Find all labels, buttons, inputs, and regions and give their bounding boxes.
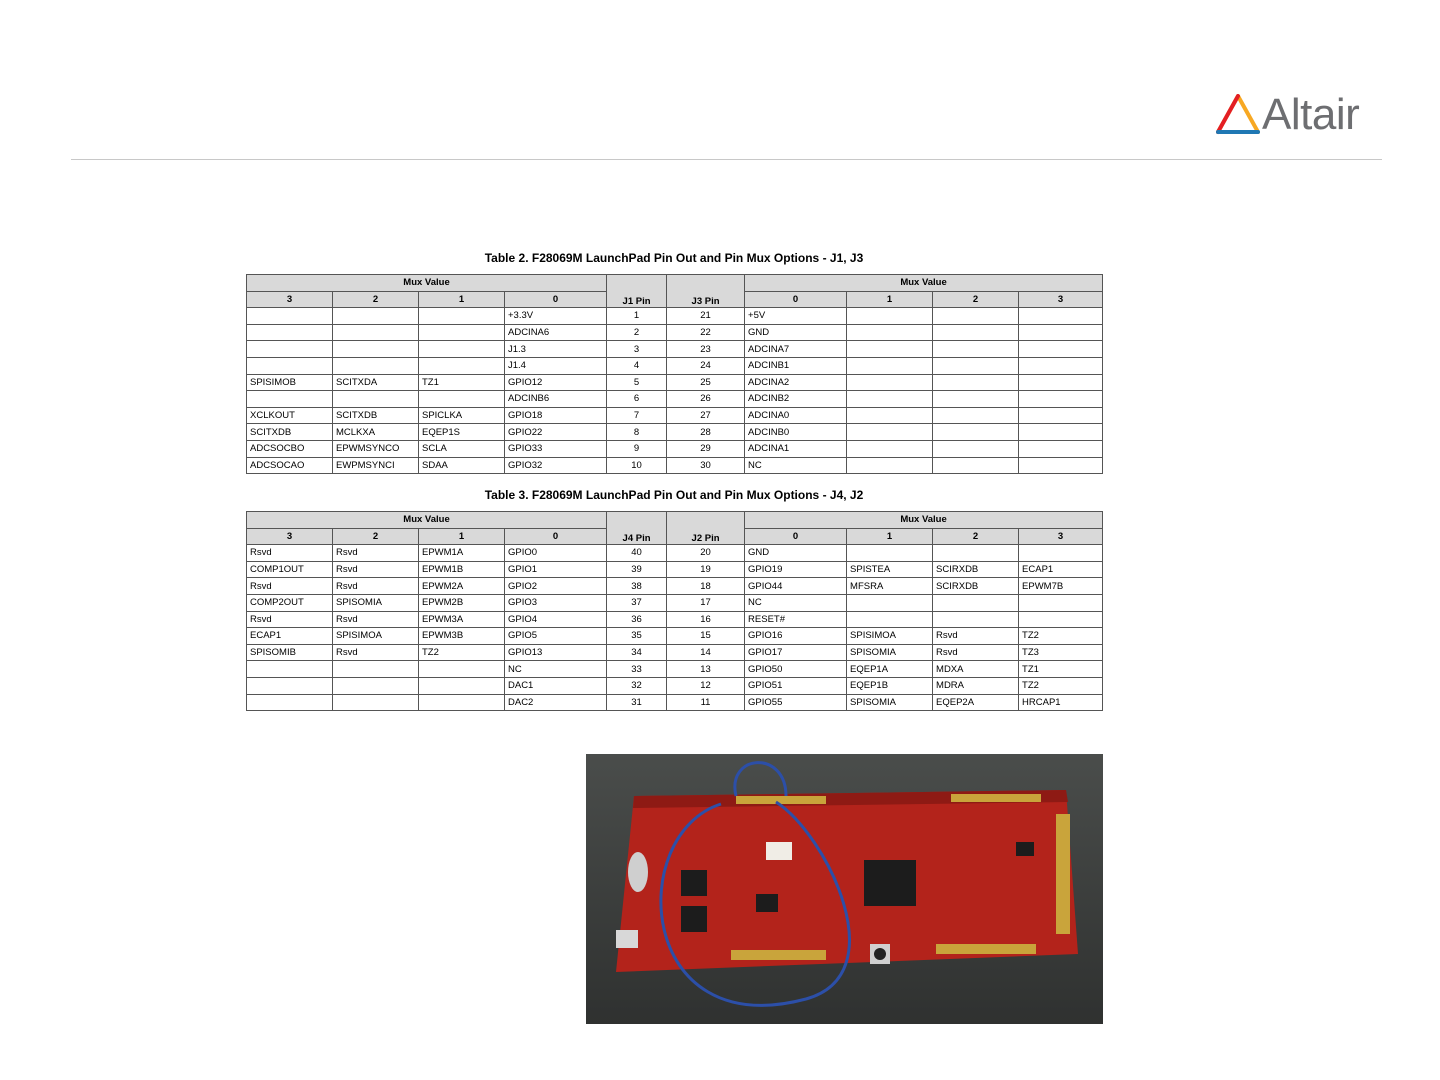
table-cell-l0: GPIO2 — [505, 578, 607, 595]
table-row — [247, 611, 1103, 628]
table-cell-l2 — [333, 661, 419, 678]
table-row — [247, 644, 1103, 661]
table-cell-r2: EQEP2A — [933, 694, 1019, 711]
table3-col-header: 3 — [247, 528, 333, 545]
table-row — [247, 457, 1103, 474]
table2-col-header: 0 — [745, 291, 847, 308]
table-cell-l1: EPWM1B — [419, 561, 505, 578]
table-cell-l2: SPISIMOA — [333, 628, 419, 645]
table-cell-l0: ADCINB6 — [505, 391, 607, 408]
table-cell-r0: GPIO44 — [745, 578, 847, 595]
table-cell-p2: 14 — [667, 644, 745, 661]
table-cell-p1: 32 — [607, 677, 667, 694]
table-cell-l2: EPWMSYNCO — [333, 440, 419, 457]
table-cell-l3: ECAP1 — [247, 628, 333, 645]
table-row — [247, 694, 1103, 711]
table-cell-l2: SCITXDB — [333, 407, 419, 424]
table2-body — [247, 308, 1103, 474]
table-cell-p2: 22 — [667, 324, 745, 341]
table-cell-r3: ECAP1 — [1019, 561, 1103, 578]
table-cell-l1 — [419, 357, 505, 374]
table-cell-r3 — [1019, 391, 1103, 408]
table-cell-l1: SPICLKA — [419, 407, 505, 424]
table-cell-p2: 12 — [667, 677, 745, 694]
table-cell-r0: ADCINB0 — [745, 424, 847, 441]
table-cell-r2 — [933, 374, 1019, 391]
table-cell-l3 — [247, 308, 333, 325]
table-cell-r0: GPIO17 — [745, 644, 847, 661]
table-cell-l3 — [247, 661, 333, 678]
table-cell-r1: SPISOMIA — [847, 694, 933, 711]
table-cell-r0: NC — [745, 457, 847, 474]
altair-triangle-icon — [1216, 94, 1260, 136]
table-cell-l0: GPIO22 — [505, 424, 607, 441]
table-cell-l1 — [419, 324, 505, 341]
launchpad-board-photo — [586, 754, 1103, 1024]
table-cell-r3: TZ1 — [1019, 661, 1103, 678]
table-cell-r1 — [847, 440, 933, 457]
table-cell-l1: EPWM2A — [419, 578, 505, 595]
table-cell-p2: 13 — [667, 661, 745, 678]
table-row — [247, 545, 1103, 562]
table-cell-r0: GPIO55 — [745, 694, 847, 711]
table3-pin-header-2: J2 Pin — [667, 512, 745, 545]
table2-col-header: 2 — [333, 291, 419, 308]
table-cell-r1 — [847, 407, 933, 424]
table-cell-r2 — [933, 440, 1019, 457]
table-cell-r1 — [847, 374, 933, 391]
table-cell-l0: GPIO0 — [505, 545, 607, 562]
table-cell-p2: 26 — [667, 391, 745, 408]
table-cell-l3: ADCSOCBO — [247, 440, 333, 457]
table-cell-r1 — [847, 424, 933, 441]
table-cell-l1 — [419, 661, 505, 678]
table-cell-l2: SCITXDA — [333, 374, 419, 391]
table-cell-l0: GPIO1 — [505, 561, 607, 578]
table-cell-p1: 4 — [607, 357, 667, 374]
table-cell-r2 — [933, 357, 1019, 374]
table-cell-r3 — [1019, 324, 1103, 341]
table-cell-l1: TZ2 — [419, 644, 505, 661]
table-cell-r0: ADCINA1 — [745, 440, 847, 457]
table-cell-r0: GPIO51 — [745, 677, 847, 694]
table-cell-l0: DAC1 — [505, 677, 607, 694]
header-divider — [71, 159, 1382, 160]
table-cell-r0: NC — [745, 594, 847, 611]
table-cell-l2 — [333, 694, 419, 711]
table-cell-r2: Rsvd — [933, 644, 1019, 661]
table-cell-r1: EQEP1B — [847, 677, 933, 694]
table-cell-l1: TZ1 — [419, 374, 505, 391]
table-cell-p1: 5 — [607, 374, 667, 391]
table-cell-r3 — [1019, 424, 1103, 441]
table-cell-l2 — [333, 677, 419, 694]
table-cell-r3 — [1019, 308, 1103, 325]
table-cell-l1 — [419, 694, 505, 711]
table2-title: Table 2. F28069M LaunchPad Pin Out and Pin Mux Options - J1, J3 — [484, 251, 864, 265]
table-cell-l2: Rsvd — [333, 545, 419, 562]
table2-left-group-header: Mux Value — [247, 275, 607, 292]
table2-pin-header-1: J1 Pin — [607, 275, 667, 308]
table-cell-r2 — [933, 545, 1019, 562]
table-cell-l0: GPIO33 — [505, 440, 607, 457]
table-cell-l0: GPIO3 — [505, 594, 607, 611]
table-cell-r0: GND — [745, 324, 847, 341]
table-cell-l3 — [247, 391, 333, 408]
table-cell-p1: 40 — [607, 545, 667, 562]
table-cell-p1: 3 — [607, 341, 667, 358]
table-cell-r0: ADCINB2 — [745, 391, 847, 408]
table-cell-l1: EPWM3A — [419, 611, 505, 628]
table-cell-l0: GPIO4 — [505, 611, 607, 628]
table-cell-p1: 36 — [607, 611, 667, 628]
table-cell-l2: Rsvd — [333, 644, 419, 661]
table-cell-r1: EQEP1A — [847, 661, 933, 678]
table-cell-l3 — [247, 677, 333, 694]
table-cell-l1: EQEP1S — [419, 424, 505, 441]
table-cell-r0: GPIO16 — [745, 628, 847, 645]
table2-col-header: 1 — [847, 291, 933, 308]
table-row — [247, 628, 1103, 645]
table-cell-p2: 17 — [667, 594, 745, 611]
table-cell-l2 — [333, 357, 419, 374]
table-cell-l2: SPISOMIA — [333, 594, 419, 611]
table-row — [247, 561, 1103, 578]
table-cell-l0: J1.3 — [505, 341, 607, 358]
table-cell-l2: EWPMSYNCI — [333, 457, 419, 474]
table-cell-l2 — [333, 391, 419, 408]
table3-col-header: 3 — [1019, 528, 1103, 545]
table-cell-r3: TZ2 — [1019, 677, 1103, 694]
table-cell-r1: MFSRA — [847, 578, 933, 595]
table-cell-p1: 9 — [607, 440, 667, 457]
table-row — [247, 374, 1103, 391]
table-cell-p2: 16 — [667, 611, 745, 628]
table-cell-r2 — [933, 611, 1019, 628]
table-row — [247, 424, 1103, 441]
table-cell-p2: 11 — [667, 694, 745, 711]
table-cell-l1: EPWM3B — [419, 628, 505, 645]
table-cell-r1 — [847, 391, 933, 408]
table-cell-l1 — [419, 391, 505, 408]
table-cell-r0: RESET# — [745, 611, 847, 628]
table-cell-l2: MCLKXA — [333, 424, 419, 441]
table-cell-r3: EPWM7B — [1019, 578, 1103, 595]
table-cell-r2: SCIRXDB — [933, 578, 1019, 595]
table-cell-r1: SPISIMOA — [847, 628, 933, 645]
table-cell-l3: XCLKOUT — [247, 407, 333, 424]
table2-col-header: 2 — [933, 291, 1019, 308]
table-cell-l3: SPISOMIB — [247, 644, 333, 661]
table-cell-p2: 15 — [667, 628, 745, 645]
table2-col-header: 3 — [247, 291, 333, 308]
table-cell-l2: Rsvd — [333, 611, 419, 628]
table-cell-p1: 35 — [607, 628, 667, 645]
table-cell-l3 — [247, 341, 333, 358]
table-cell-r0: ADCINA0 — [745, 407, 847, 424]
table-cell-r3: TZ3 — [1019, 644, 1103, 661]
table-cell-p2: 18 — [667, 578, 745, 595]
table-cell-r2: MDRA — [933, 677, 1019, 694]
table-cell-r3 — [1019, 545, 1103, 562]
table-cell-r3: HRCAP1 — [1019, 694, 1103, 711]
table-cell-l1: SCLA — [419, 440, 505, 457]
table-cell-r2 — [933, 594, 1019, 611]
table-cell-l3: Rsvd — [247, 545, 333, 562]
table-cell-l1: EPWM2B — [419, 594, 505, 611]
table2-pin-header-2: J3 Pin — [667, 275, 745, 308]
table-cell-r3 — [1019, 341, 1103, 358]
table-cell-l1 — [419, 677, 505, 694]
table-cell-r1: SPISOMIA — [847, 644, 933, 661]
table-cell-l0: ADCINA6 — [505, 324, 607, 341]
table-cell-p1: 37 — [607, 594, 667, 611]
table-cell-p1: 10 — [607, 457, 667, 474]
table-cell-l3 — [247, 324, 333, 341]
table-cell-l0: GPIO13 — [505, 644, 607, 661]
table-cell-p1: 31 — [607, 694, 667, 711]
table3-col-header: 0 — [745, 528, 847, 545]
table-cell-l2: Rsvd — [333, 561, 419, 578]
table-cell-p1: 6 — [607, 391, 667, 408]
table3-col-header: 2 — [333, 528, 419, 545]
table-cell-r1 — [847, 308, 933, 325]
table2-right-group-header: Mux Value — [745, 275, 1103, 292]
table-cell-r1 — [847, 324, 933, 341]
table-cell-p1: 8 — [607, 424, 667, 441]
table-cell-p2: 23 — [667, 341, 745, 358]
table-cell-l3 — [247, 357, 333, 374]
table-cell-l0: GPIO12 — [505, 374, 607, 391]
table-cell-l3: COMP1OUT — [247, 561, 333, 578]
table-cell-p2: 21 — [667, 308, 745, 325]
table-cell-l3: Rsvd — [247, 611, 333, 628]
table-cell-l3: COMP2OUT — [247, 594, 333, 611]
table-cell-r1: SPISTEA — [847, 561, 933, 578]
table2-col-header: 1 — [419, 291, 505, 308]
table-cell-r2: MDXA — [933, 661, 1019, 678]
table-cell-r1 — [847, 545, 933, 562]
table-cell-l2 — [333, 324, 419, 341]
table-cell-r3 — [1019, 594, 1103, 611]
table-cell-p1: 38 — [607, 578, 667, 595]
table3-col-header: 0 — [505, 528, 607, 545]
table2-col-header: 0 — [505, 291, 607, 308]
table-cell-l2 — [333, 308, 419, 325]
table-cell-p2: 25 — [667, 374, 745, 391]
altair-logo — [1216, 92, 1386, 142]
table-cell-l3: Rsvd — [247, 578, 333, 595]
table-cell-l1: EPWM1A — [419, 545, 505, 562]
table3-right-group-header: Mux Value — [745, 512, 1103, 529]
table-row — [247, 341, 1103, 358]
table-cell-r0: GPIO19 — [745, 561, 847, 578]
table-cell-r3 — [1019, 611, 1103, 628]
logo-text: Altair — [1262, 90, 1360, 139]
table-row — [247, 440, 1103, 457]
table-cell-r2: Rsvd — [933, 628, 1019, 645]
table3-pin-header-1: J4 Pin — [607, 512, 667, 545]
table-cell-r2 — [933, 457, 1019, 474]
table-cell-l3: SPISIMOB — [247, 374, 333, 391]
table-row — [247, 308, 1103, 325]
table-cell-p1: 7 — [607, 407, 667, 424]
table-cell-l0: J1.4 — [505, 357, 607, 374]
table-cell-r2 — [933, 341, 1019, 358]
table3-col-header: 1 — [847, 528, 933, 545]
table-cell-p2: 20 — [667, 545, 745, 562]
table-cell-l0: +3.3V — [505, 308, 607, 325]
table-cell-r1 — [847, 594, 933, 611]
table-cell-p2: 28 — [667, 424, 745, 441]
table-cell-p2: 30 — [667, 457, 745, 474]
table-cell-l0: DAC2 — [505, 694, 607, 711]
table-cell-p2: 29 — [667, 440, 745, 457]
table-cell-r3 — [1019, 357, 1103, 374]
table-row — [247, 677, 1103, 694]
table-cell-p2: 19 — [667, 561, 745, 578]
table-cell-l0: GPIO5 — [505, 628, 607, 645]
table-cell-p1: 39 — [607, 561, 667, 578]
table-cell-r1 — [847, 611, 933, 628]
table-cell-r1 — [847, 341, 933, 358]
table-cell-l2: Rsvd — [333, 578, 419, 595]
table-cell-r3 — [1019, 440, 1103, 457]
table-cell-l1 — [419, 308, 505, 325]
table-cell-l1 — [419, 341, 505, 358]
table-cell-r2 — [933, 407, 1019, 424]
table-cell-r2 — [933, 308, 1019, 325]
table3-col-header: 1 — [419, 528, 505, 545]
table-cell-l2 — [333, 341, 419, 358]
table3-body — [247, 545, 1103, 711]
table-cell-r0: +5V — [745, 308, 847, 325]
table-cell-r0: GND — [745, 545, 847, 562]
table-cell-p2: 27 — [667, 407, 745, 424]
table-cell-l0: GPIO32 — [505, 457, 607, 474]
table-cell-r1 — [847, 457, 933, 474]
table-cell-r0: ADCINA7 — [745, 341, 847, 358]
table-cell-r3: TZ2 — [1019, 628, 1103, 645]
table-cell-l3: SCITXDB — [247, 424, 333, 441]
table3-left-group-header: Mux Value — [247, 512, 607, 529]
table-cell-r2 — [933, 391, 1019, 408]
table-cell-r0: ADCINB1 — [745, 357, 847, 374]
table-cell-p2: 24 — [667, 357, 745, 374]
table-cell-r3 — [1019, 457, 1103, 474]
table-cell-r2 — [933, 324, 1019, 341]
table-cell-p1: 1 — [607, 308, 667, 325]
table-cell-l3: ADCSOCAO — [247, 457, 333, 474]
table-cell-r0: ADCINA2 — [745, 374, 847, 391]
table3 — [246, 511, 1103, 711]
table-cell-r2 — [933, 424, 1019, 441]
table-row — [247, 324, 1103, 341]
table2-col-header: 3 — [1019, 291, 1103, 308]
table-cell-r1 — [847, 357, 933, 374]
table3-col-header: 2 — [933, 528, 1019, 545]
table2 — [246, 274, 1103, 474]
table-cell-l3 — [247, 694, 333, 711]
table-row — [247, 407, 1103, 424]
table-cell-r3 — [1019, 407, 1103, 424]
table-row — [247, 661, 1103, 678]
table3-title: Table 3. F28069M LaunchPad Pin Out and Pin Mux Options - J4, J2 — [484, 488, 864, 502]
table-cell-r3 — [1019, 374, 1103, 391]
table-cell-r0: GPIO50 — [745, 661, 847, 678]
table-cell-r2: SCIRXDB — [933, 561, 1019, 578]
table-row — [247, 578, 1103, 595]
table-row — [247, 357, 1103, 374]
table-cell-p1: 33 — [607, 661, 667, 678]
table-cell-l0: NC — [505, 661, 607, 678]
table-cell-p1: 34 — [607, 644, 667, 661]
table-cell-l1: SDAA — [419, 457, 505, 474]
table-row — [247, 391, 1103, 408]
table-row — [247, 594, 1103, 611]
table-cell-l0: GPIO18 — [505, 407, 607, 424]
table-cell-p1: 2 — [607, 324, 667, 341]
